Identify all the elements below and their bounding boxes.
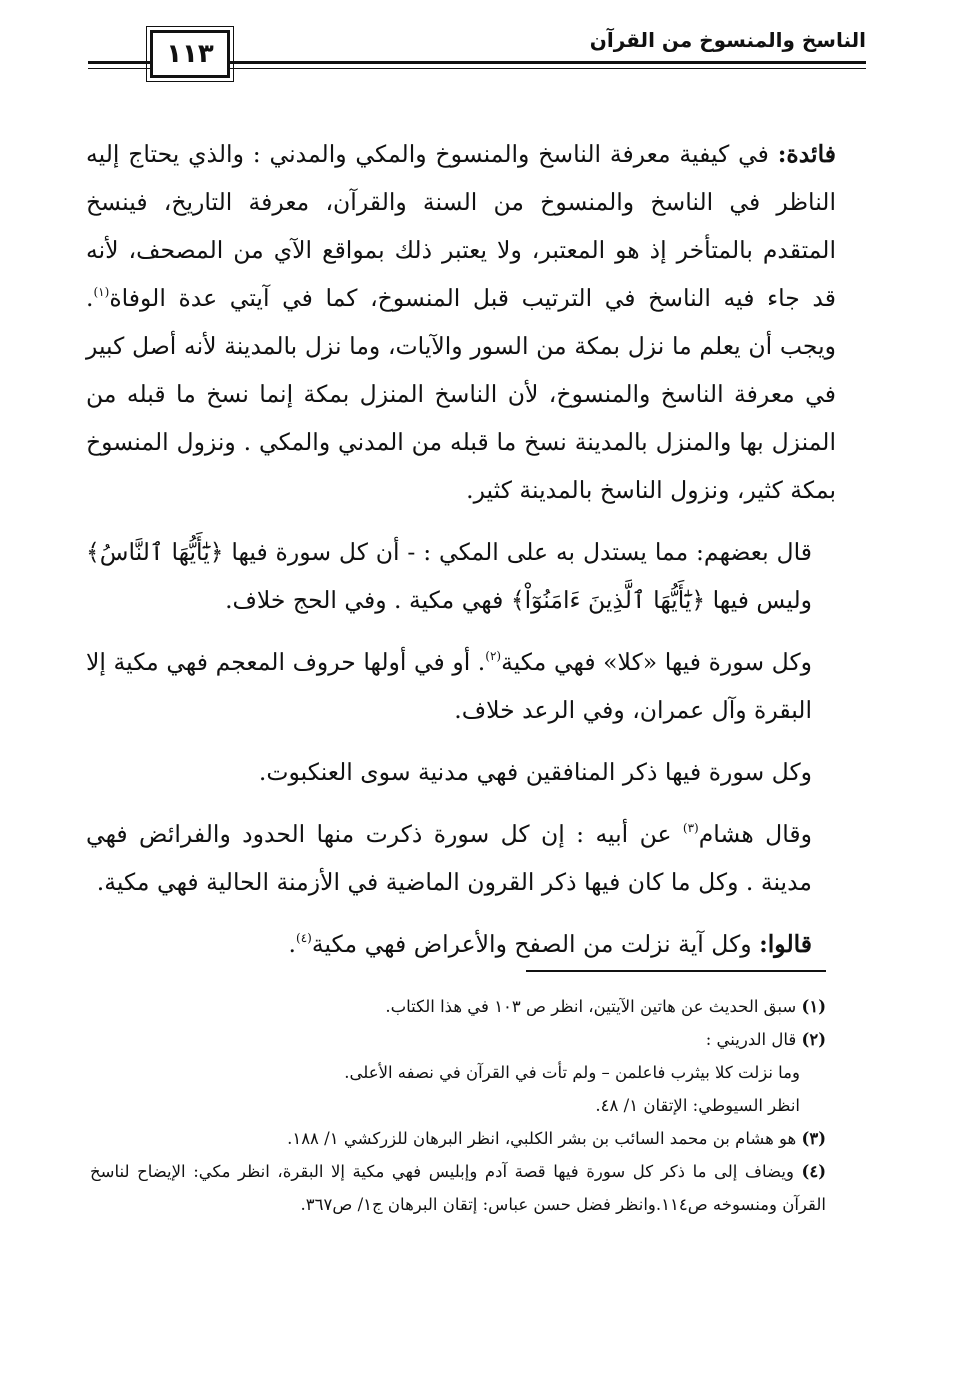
paragraph-munafiqin: وكل سورة فيها ذكر المنافقين فهي مدنية سوى العنكبوت. — [258, 758, 812, 786]
paragraph-text: . — [288, 930, 297, 958]
footnote-2-verse: وما نزلت كلا بيثرب فاعلمن – ولم تأت في القرآن في نصفه الأعلى. — [344, 1063, 800, 1082]
qalu-label: قالوا: — [759, 930, 812, 958]
page-number: ١١٣ — [150, 30, 230, 78]
footnote-separator — [526, 970, 826, 972]
paragraph-text: . أو في أولها حروف المعجم فهي مكية إلا البقرة وآل عمران، وفي الرعد خلاف. — [86, 648, 812, 724]
paragraph-qalu — [86, 920, 836, 968]
running-header-title: الناسخ والمنسوخ من القرآن — [589, 28, 866, 52]
main-text — [86, 130, 836, 968]
footnote-2-source: انظر السيوطي: الإتقان ١/ ٤٨. — [595, 1096, 800, 1115]
footnote-4 — [90, 1155, 826, 1221]
paragraph-text: عن أبيه : إن كل سورة ذكرت منها الحدود والفرائض فهي مدينة . وكل ما كان فيها ذكر القرون الماضية في الأزمنة الحالية فهي مكية. — [86, 820, 812, 896]
footnote-text: سبق الحديث عن هاتين الآيتين، انظر ص ١٠٣ في هذا الكتاب. — [385, 997, 797, 1016]
paragraph-benefit — [86, 130, 836, 514]
paragraph-text: في كيفية معرفة الناسخ والمنسوخ والمكي والمدني : والذي يحتاج إليه الناظر في الناسخ والمنسوخ من السنة والقرآن، معرفة التاريخ، فينسخ المتقدم بالمتأخر إذ هو المعتبر، ولا يعتبر ذلك بمواقع الآي من المصحف، لأنه قد جاء فيه الناسخ في الترتيب قبل المنسوخ، كما في آيتي عدة الوفاة — [86, 140, 836, 312]
paragraph-makki-signs: قال بعضهم: مما يستدل به على المكي : - أن كل سورة فيها ﴿يَٰٓأَيُّهَا ٱلنَّاسُ﴾ وليس فيها ﴿يَٰٓأَيُّهَا ٱلَّذِينَ ءَامَنُوٓاْ﴾ فهي مكية . وفي الحج خلاف. — [86, 538, 812, 614]
paragraph-text: وكل آية نزلت من الصفح والأعراض فهي مكية — [311, 930, 760, 958]
footnote-number: (١) — [801, 997, 826, 1016]
footnote-text: هو هشام بن محمد السائب بن بشر الكلبي، انظر البرهان للزركشي ١/ ١٨٨. — [287, 1129, 797, 1148]
footnote-2 — [90, 1023, 826, 1056]
footnote-ref-3[interactable]: (٣) — [682, 821, 699, 835]
footnote-text: ويضاف إلى ما ذكر كل سورة فيها قصة آدم وإبليس فهي مكية إلا البقرة، انظر مكي: الإيضاح لناسخ القرآن ومنسوخه ص١١٤.وانظر فضل حسن عباس: إتقان البرهان ج١/ ص٣٦٧. — [90, 1162, 826, 1214]
footnote-ref-2[interactable]: (٢) — [485, 649, 502, 663]
footnote-1 — [90, 990, 826, 1023]
footnote-3 — [90, 1122, 826, 1155]
footnotes — [90, 990, 826, 1221]
footnote-number: (٢) — [801, 1030, 826, 1049]
paragraph-text: وقال هشام — [698, 820, 812, 848]
benefit-label: فائدة: — [777, 140, 836, 168]
paragraph-text: وكل سورة فيها «كلا» فهي مكية — [501, 648, 813, 676]
paragraph-hisham — [86, 810, 836, 906]
footnote-number: (٣) — [801, 1129, 826, 1148]
footnote-ref-4[interactable]: (٤) — [296, 931, 312, 945]
footnote-text: قال الدريني : — [705, 1030, 797, 1049]
footnote-ref-1[interactable]: (١) — [93, 285, 110, 299]
footnote-number: (٤) — [801, 1162, 827, 1181]
paragraph-kalla — [86, 638, 836, 734]
paragraph-text: . ويجب أن يعلم ما نزل بمكة من السور والآيات، وما نزل بالمدينة لأنه أصل كبير في معرفة الناسخ والمنسوخ، لأن الناسخ المنزل بمكة إنما نسخ ما قبله من المنزل بها والمنزل بالمدينة نسخ ما قبله من المدني والمكي . ونزول المنسوخ بمكة كثير، ونزول الناسخ بالمدينة كثير. — [86, 284, 836, 504]
